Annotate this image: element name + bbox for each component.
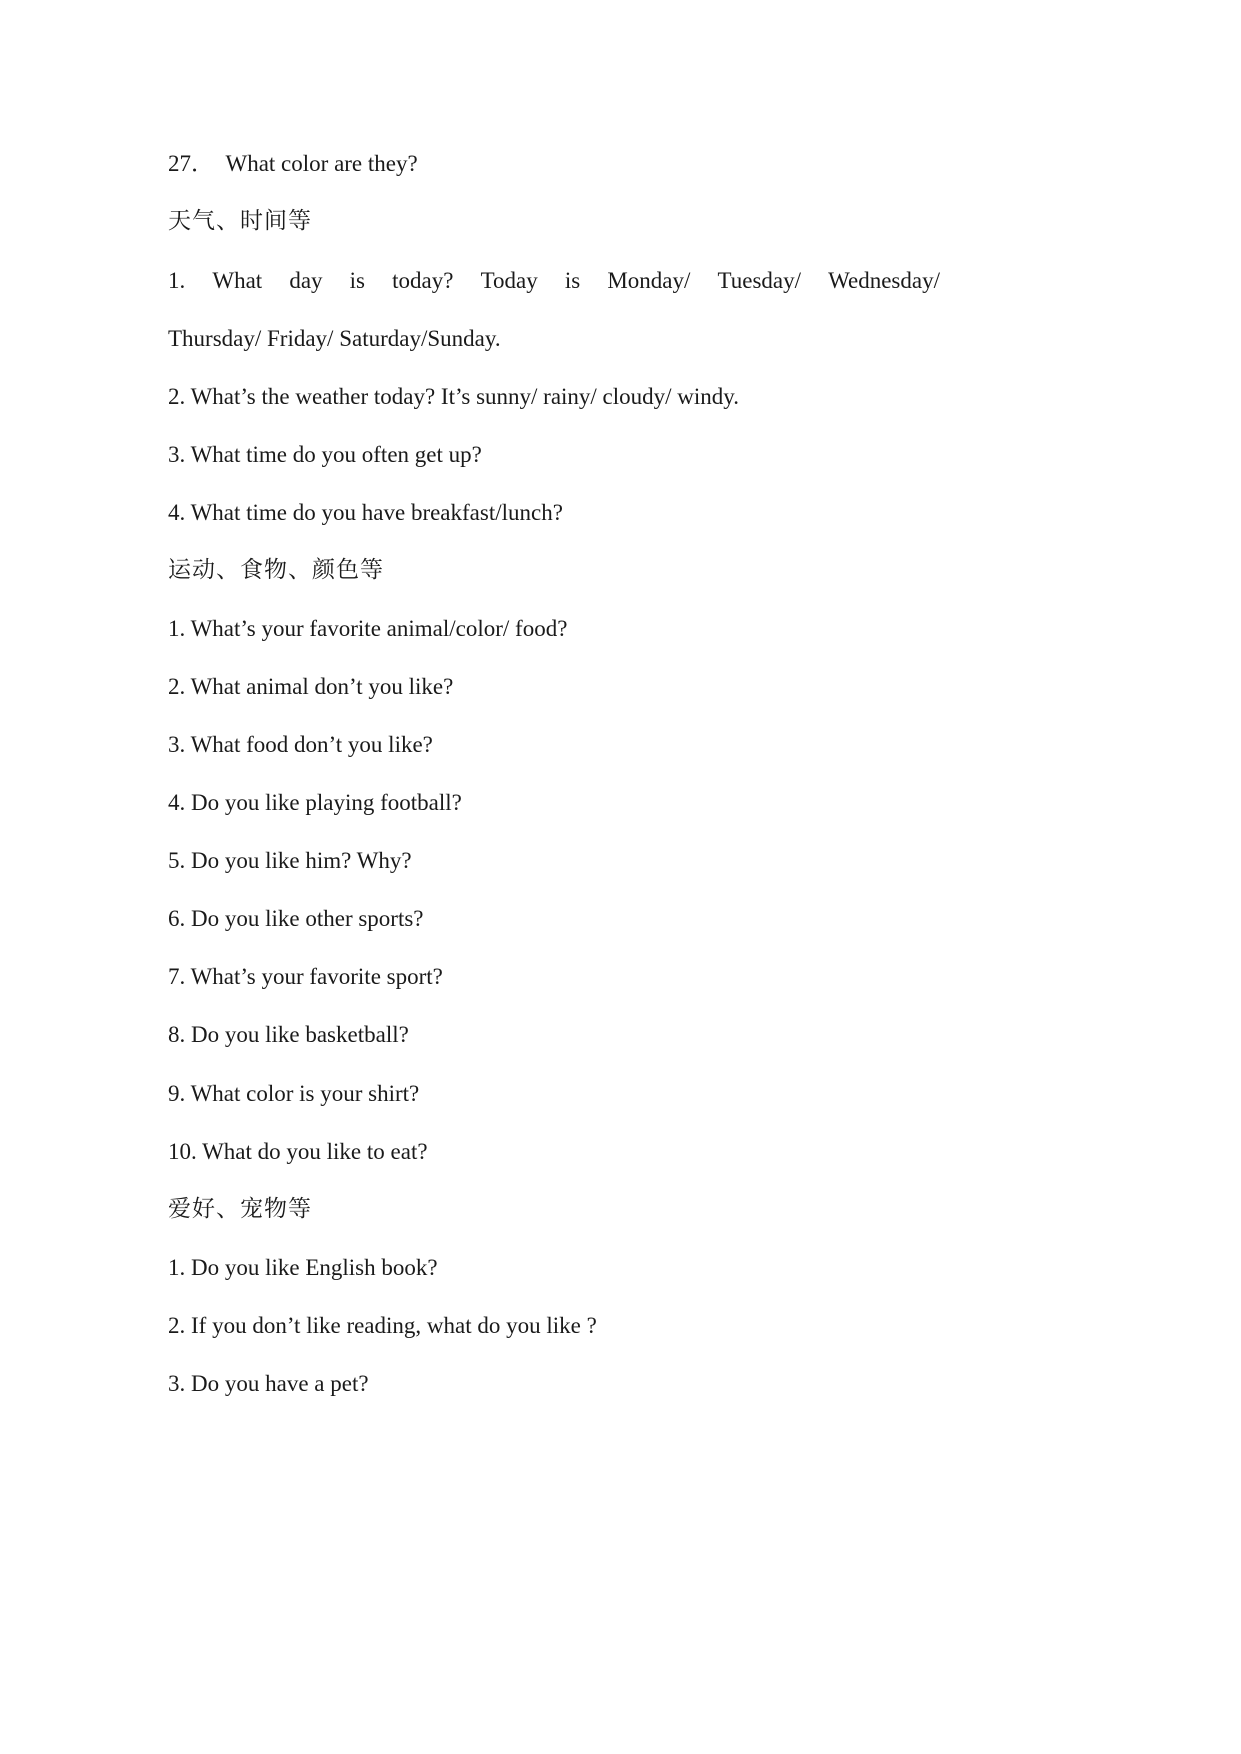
hobby-question-3: 3. Do you have a pet?: [168, 1371, 369, 1396]
section-heading-hobbies-pets: 爱好、宠物等: [168, 1196, 312, 1222]
word: What: [212, 268, 263, 293]
word: today?: [392, 268, 454, 293]
weather-question-4: 4. What time do you have breakfast/lunch?: [168, 500, 563, 525]
word: Wednesday/: [828, 268, 940, 293]
word: is: [564, 268, 581, 293]
weather-question-3: 3. What time do you often get up?: [168, 442, 482, 467]
sports-question-9: 9. What color is your shirt?: [168, 1081, 420, 1106]
section-heading-sports-food-color: 运动、食物、颜色等: [168, 557, 384, 583]
sports-question-6: 6. Do you like other sports?: [168, 906, 424, 931]
word: 1.: [168, 268, 186, 293]
weather-question-1: [168, 266, 940, 296]
word: Today: [480, 268, 538, 293]
sports-question-8: 8. Do you like basketball?: [168, 1022, 409, 1047]
question-27: 27． What color are they?: [168, 151, 418, 176]
sports-question-1: 1. What’s your favorite animal/color/ food?: [168, 616, 568, 641]
word: is: [349, 268, 365, 293]
sports-question-3: 3. What food don’t you like?: [168, 732, 433, 757]
weather-question-2: 2. What’s the weather today? It’s sunny/ rainy/ cloudy/ windy.: [168, 384, 740, 409]
hobby-question-2: 2. If you don’t like reading, what do you like ?: [168, 1313, 597, 1338]
word: Tuesday/: [717, 268, 801, 293]
word: day: [289, 268, 323, 293]
sports-question-7: 7. What’s your favorite sport?: [168, 964, 443, 989]
sports-question-4: 4. Do you like playing football?: [168, 790, 462, 815]
word: Monday/: [607, 268, 691, 293]
sports-question-10: 10. What do you like to eat?: [168, 1139, 428, 1164]
sports-question-5: 5. Do you like him? Why?: [168, 848, 412, 873]
section-heading-weather-time: 天气、时间等: [168, 208, 312, 234]
weather-question-1-continued: Thursday/ Friday/ Saturday/Sunday.: [168, 326, 501, 351]
hobby-question-1: 1. Do you like English book?: [168, 1255, 438, 1280]
sports-question-2: 2. What animal don’t you like?: [168, 674, 454, 699]
